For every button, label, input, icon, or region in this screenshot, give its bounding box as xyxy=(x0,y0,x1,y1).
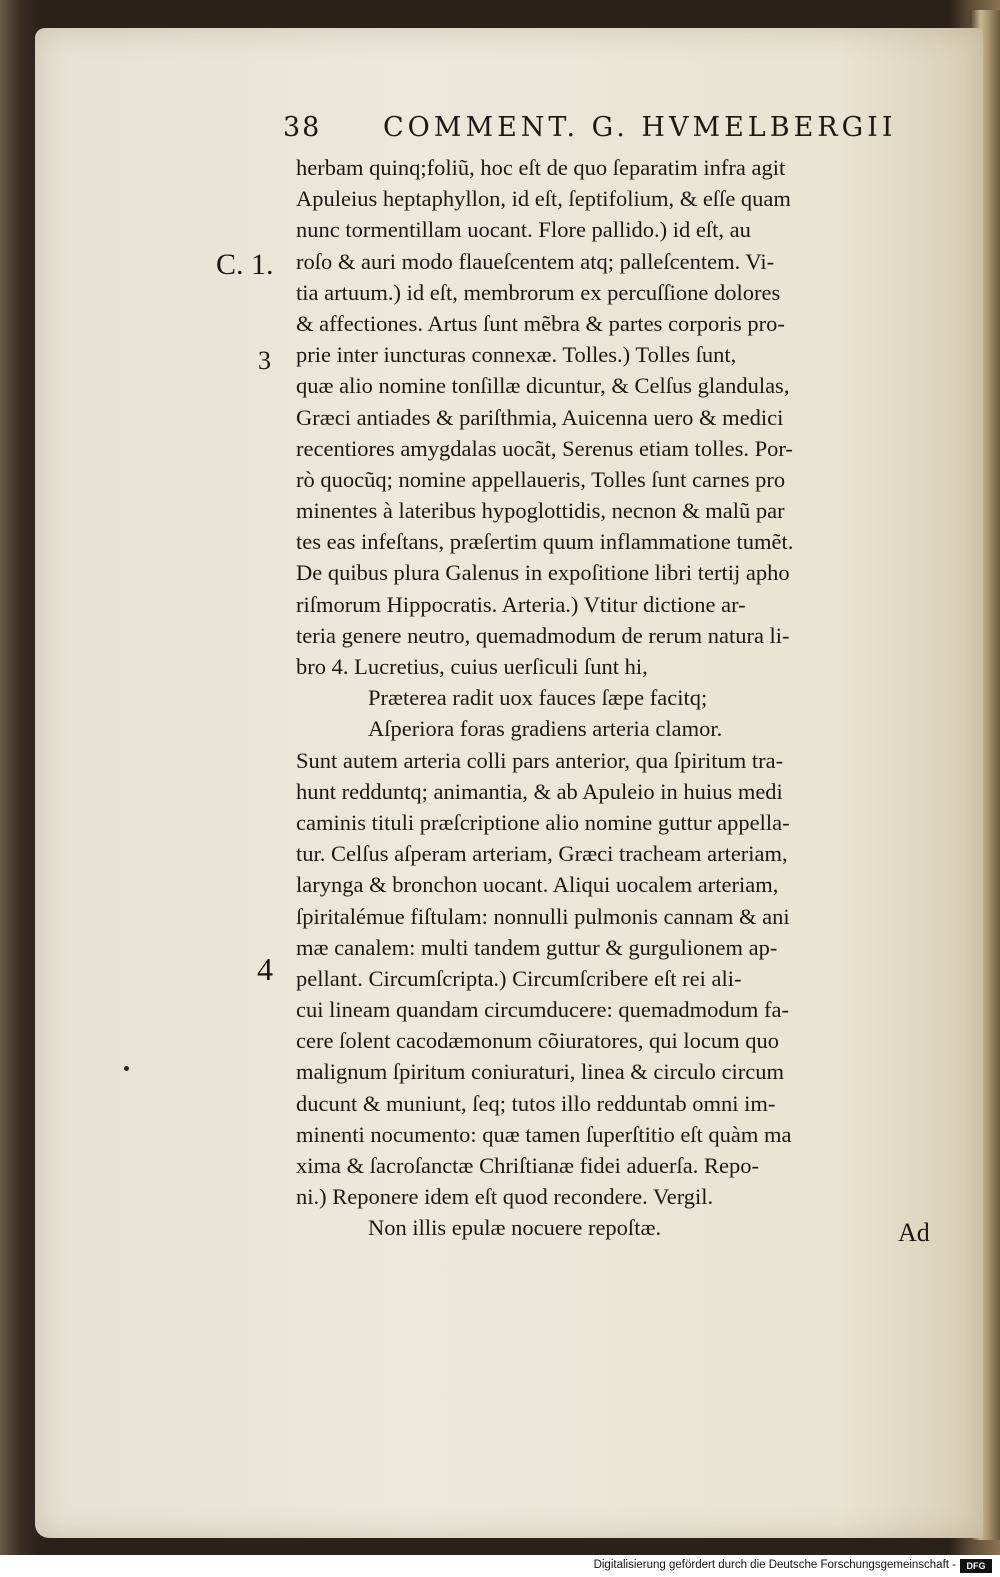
text-line: Sunt autem arteria colli pars anterior, qua ſpiritum tra- xyxy=(296,747,784,773)
text-line: Græci antiades & pariſthmia, Auicenna uero & medici xyxy=(296,404,784,430)
text-line: tia artuum.) id eſt, membrorum ex percuſſione dolores xyxy=(296,279,781,305)
digitization-footer xyxy=(0,1555,1000,1577)
text-line: ducunt & muniunt, ſeq; tutos illo redduntab omni im- xyxy=(296,1090,776,1116)
text-line: rò quocũq; nomine appellaueris, Tolles ſunt carnes pro xyxy=(296,466,786,492)
page-header xyxy=(283,112,923,152)
text-line: pellant. Circumſcripta.) Circumſcribere eſt rei ali- xyxy=(296,965,742,991)
text-line: cere ſolent cacodæmonum cõiuratores, qui locum quo xyxy=(296,1028,779,1054)
body-text xyxy=(296,152,941,1244)
text-line: De quibus plura Galenus in expoſitione libri tertij apho xyxy=(296,560,790,586)
text-line: roſo & auri modo flaueſcentem atq; palleſcentem. Vi- xyxy=(296,248,775,274)
text-line: recentiores amygdalas uocãt, Serenus etiam tolles. Por- xyxy=(296,435,793,461)
ink-speck xyxy=(124,1066,129,1071)
text-line: cui lineam quandam circumducere: quemadmodum fa- xyxy=(296,997,789,1023)
text-line: tur. Celſus aſperam arteriam, Græci tracheam arteriam, xyxy=(296,841,788,867)
text-line: malignum ſpiritum coniuraturi, linea & circulo circum xyxy=(296,1059,784,1085)
text-line: xima & ſacroſanctæ Chriſtianæ fidei aduerſa. Repo- xyxy=(296,1153,759,1178)
text-line: bro 4. Lucretius, cuius uerſiculi ſunt hi, xyxy=(296,654,648,679)
margin-note-3: 3 xyxy=(258,346,271,375)
text-line: larynga & bronchon uocant. Aliqui uocalem arteriam, xyxy=(296,872,779,898)
text-line: mæ canalem: multi tandem guttur & gurgulionem ap- xyxy=(296,934,778,960)
text-line: Præterea radit uox fauces ſæpe facitq; xyxy=(368,685,708,711)
margin-note-4: 4 xyxy=(257,951,273,987)
margin-note-c1: C. 1. xyxy=(216,248,274,281)
text-line: & affectiones. Artus ſunt mẽbra & partes corporis pro- xyxy=(296,310,785,336)
text-line: prie inter iuncturas connexæ. Tolles.) Tolles ſunt, xyxy=(296,342,737,368)
text-line: ni.) Reponere idem eſt quod recondere. Vergil. xyxy=(296,1184,714,1210)
catchword: Ad xyxy=(898,1218,930,1247)
text-line: Aſperiora foras gradiens arteria clamor. xyxy=(368,716,723,742)
footer-credit: Digitalisierung gefördert durch die Deutsche Forschungsgemeinschaft - xyxy=(593,1559,956,1571)
dfg-logo: DFG xyxy=(960,1559,992,1573)
text-line: ſpiritalémue fiſtulam: nonnulli pulmonis cannam & ani xyxy=(296,903,790,929)
text-line: hunt redduntq; animantia, & ab Apuleio in huius medi xyxy=(296,778,783,804)
text-line: quæ alio nomine tonſillæ dicuntur, & Celſus glandulas, xyxy=(296,373,790,399)
text-line: herbam quinq;foliũ, hoc eſt de quo ſeparatim infra agit xyxy=(296,155,786,180)
text-line: Non illis epulæ nocuere repoſtæ. xyxy=(368,1215,662,1241)
page-number: 38 xyxy=(283,112,322,143)
text-line: minenti nocumento: quæ tamen ſuperſtitio eſt quàm ma xyxy=(296,1121,792,1147)
running-head: COMMENT. G. HVMELBERGII xyxy=(383,112,897,143)
text-line: teria genere neutro, quemadmodum de rerum natura li- xyxy=(296,622,790,648)
text-line: caminis tituli præſcriptione alio nomine guttur appella- xyxy=(296,809,790,835)
text-line: tes eas infeſtans, præſertim quum inflammatione tumẽt. xyxy=(296,529,794,555)
text-line: minentes à lateribus hypoglottidis, necnon & malũ par xyxy=(296,498,785,524)
text-line: riſmorum Hippocratis. Arteria.) Vtitur dictione ar- xyxy=(296,591,746,617)
text-line: Apuleius heptaphyllon, id eſt, ſeptifolium, & eſſe quam xyxy=(296,186,791,212)
text-line: nunc tormentillam uocant. Flore pallido.) id eſt, au xyxy=(296,217,751,243)
